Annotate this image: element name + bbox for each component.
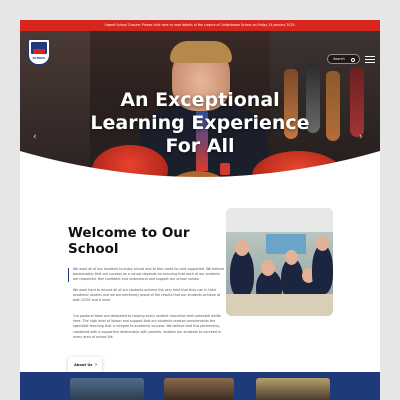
hamburger-menu-icon[interactable] [365, 56, 375, 63]
hero-heading-line: For All [165, 135, 235, 157]
carousel-prev-icon[interactable]: ‹ [33, 132, 37, 142]
classroom-board [266, 234, 306, 254]
hero-heading [80, 89, 320, 158]
welcome-paragraph: We work hard to ensure all of our students achieve the very best that they can in their academic studies and we are extremely proud of the results that our students achieve at both GCSE and A level. [73, 288, 221, 303]
student-figure [312, 244, 333, 294]
carousel-next-icon[interactable]: › [359, 132, 363, 142]
hero-heading-line: An Exceptional [120, 89, 280, 111]
classroom-ceiling [226, 208, 333, 232]
student-face [285, 250, 298, 265]
search-input[interactable] [327, 54, 360, 64]
about-us-label: About Us [74, 363, 93, 367]
page [20, 20, 380, 400]
student-face [261, 260, 275, 276]
gallery-photo[interactable] [70, 378, 144, 400]
intro-accent-rule [68, 268, 69, 282]
guitar-image [326, 71, 340, 141]
hero-curve-divider [20, 151, 380, 197]
student-face [235, 240, 249, 256]
classroom-desk [226, 294, 333, 316]
welcome-paragraph: Our pastoral team are dedicated to helping every student maximise their potential whilst here. The high level of liaison and support that our students receive complements the specialist teaching that is integral to academic success. We believe that this partnership, combined with a supportive relationship with parents, enables our students to succeed in every area of school life. [73, 314, 221, 339]
student-face [316, 236, 329, 251]
search-placeholder: Search [333, 57, 345, 61]
student-photo-hair [170, 41, 232, 63]
chevron-right-icon: › [94, 362, 97, 368]
alert-banner[interactable] [20, 20, 380, 31]
search-icon[interactable] [351, 58, 355, 62]
school-logo[interactable] [28, 39, 50, 65]
gallery-photo[interactable] [164, 378, 234, 400]
gallery-photo[interactable] [256, 378, 330, 400]
hero-heading-line: Learning Experience [90, 112, 310, 134]
logo-wordmark: SCHOOL [32, 56, 46, 60]
alert-text: Urgent School Closure: Please click here to read details of the closure of Calderbrook School on Friday 24 January 2025. [104, 23, 296, 27]
welcome-heading: Welcome to Our School [68, 225, 190, 257]
welcome-paragraph: We want all of our students to enjoy school and to feel cared for and supported. We believe passionately that our success as a school depends on ensuring that each of our students are respected, feel confident and understand and support our school values. [73, 267, 225, 282]
classroom-photo [226, 208, 333, 316]
logo-stripe [33, 49, 45, 54]
guitar-image [350, 67, 364, 137]
